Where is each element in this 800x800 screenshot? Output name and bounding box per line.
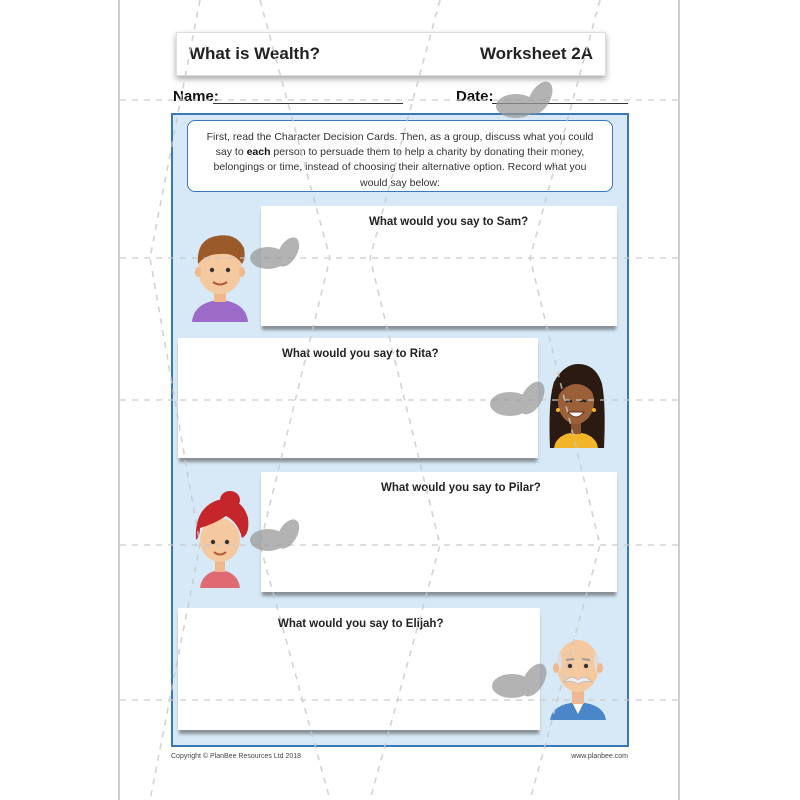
date-line	[492, 103, 628, 104]
answer-card-sam[interactable]	[261, 206, 617, 326]
boy-avatar-icon	[186, 224, 254, 322]
name-label: Name:	[173, 88, 219, 105]
answer-card-rita[interactable]	[178, 338, 538, 458]
worksheet-number: Worksheet 2A	[479, 44, 593, 63]
worksheet-title: What is Wealth?	[189, 44, 320, 63]
card-question: What would you say to Sam?	[369, 216, 529, 228]
old-man-avatar-icon	[544, 626, 612, 720]
answer-card-elijah[interactable]	[178, 608, 540, 730]
website-link[interactable]: www.planbee.com	[571, 753, 628, 760]
card-question: What would you say to Rita?	[282, 348, 439, 360]
name-line	[213, 103, 403, 104]
date-label: Date:	[456, 88, 494, 105]
card-question: What would you say to Elijah?	[278, 618, 444, 630]
card-question: What would you say to Pilar?	[381, 482, 541, 494]
worksheet-header	[176, 32, 606, 76]
girl-avatar-icon	[186, 488, 254, 588]
instructions-box	[187, 120, 613, 192]
copyright-text: Copyright © PlanBee Resources Ltd 2018	[171, 753, 302, 760]
answer-card-pilar[interactable]	[261, 472, 617, 592]
instructions-bold: each	[246, 146, 271, 159]
woman-avatar-icon	[544, 360, 608, 448]
instructions-text-1: First, read the Character Decision Cards. Then, as a group, discuss what you could say to	[206, 131, 594, 159]
instructions-text-2: person to persuade them to help a charity by donating their money, belongings or time, instead of choosing their alternative option. Record what you would say below:	[213, 146, 587, 189]
